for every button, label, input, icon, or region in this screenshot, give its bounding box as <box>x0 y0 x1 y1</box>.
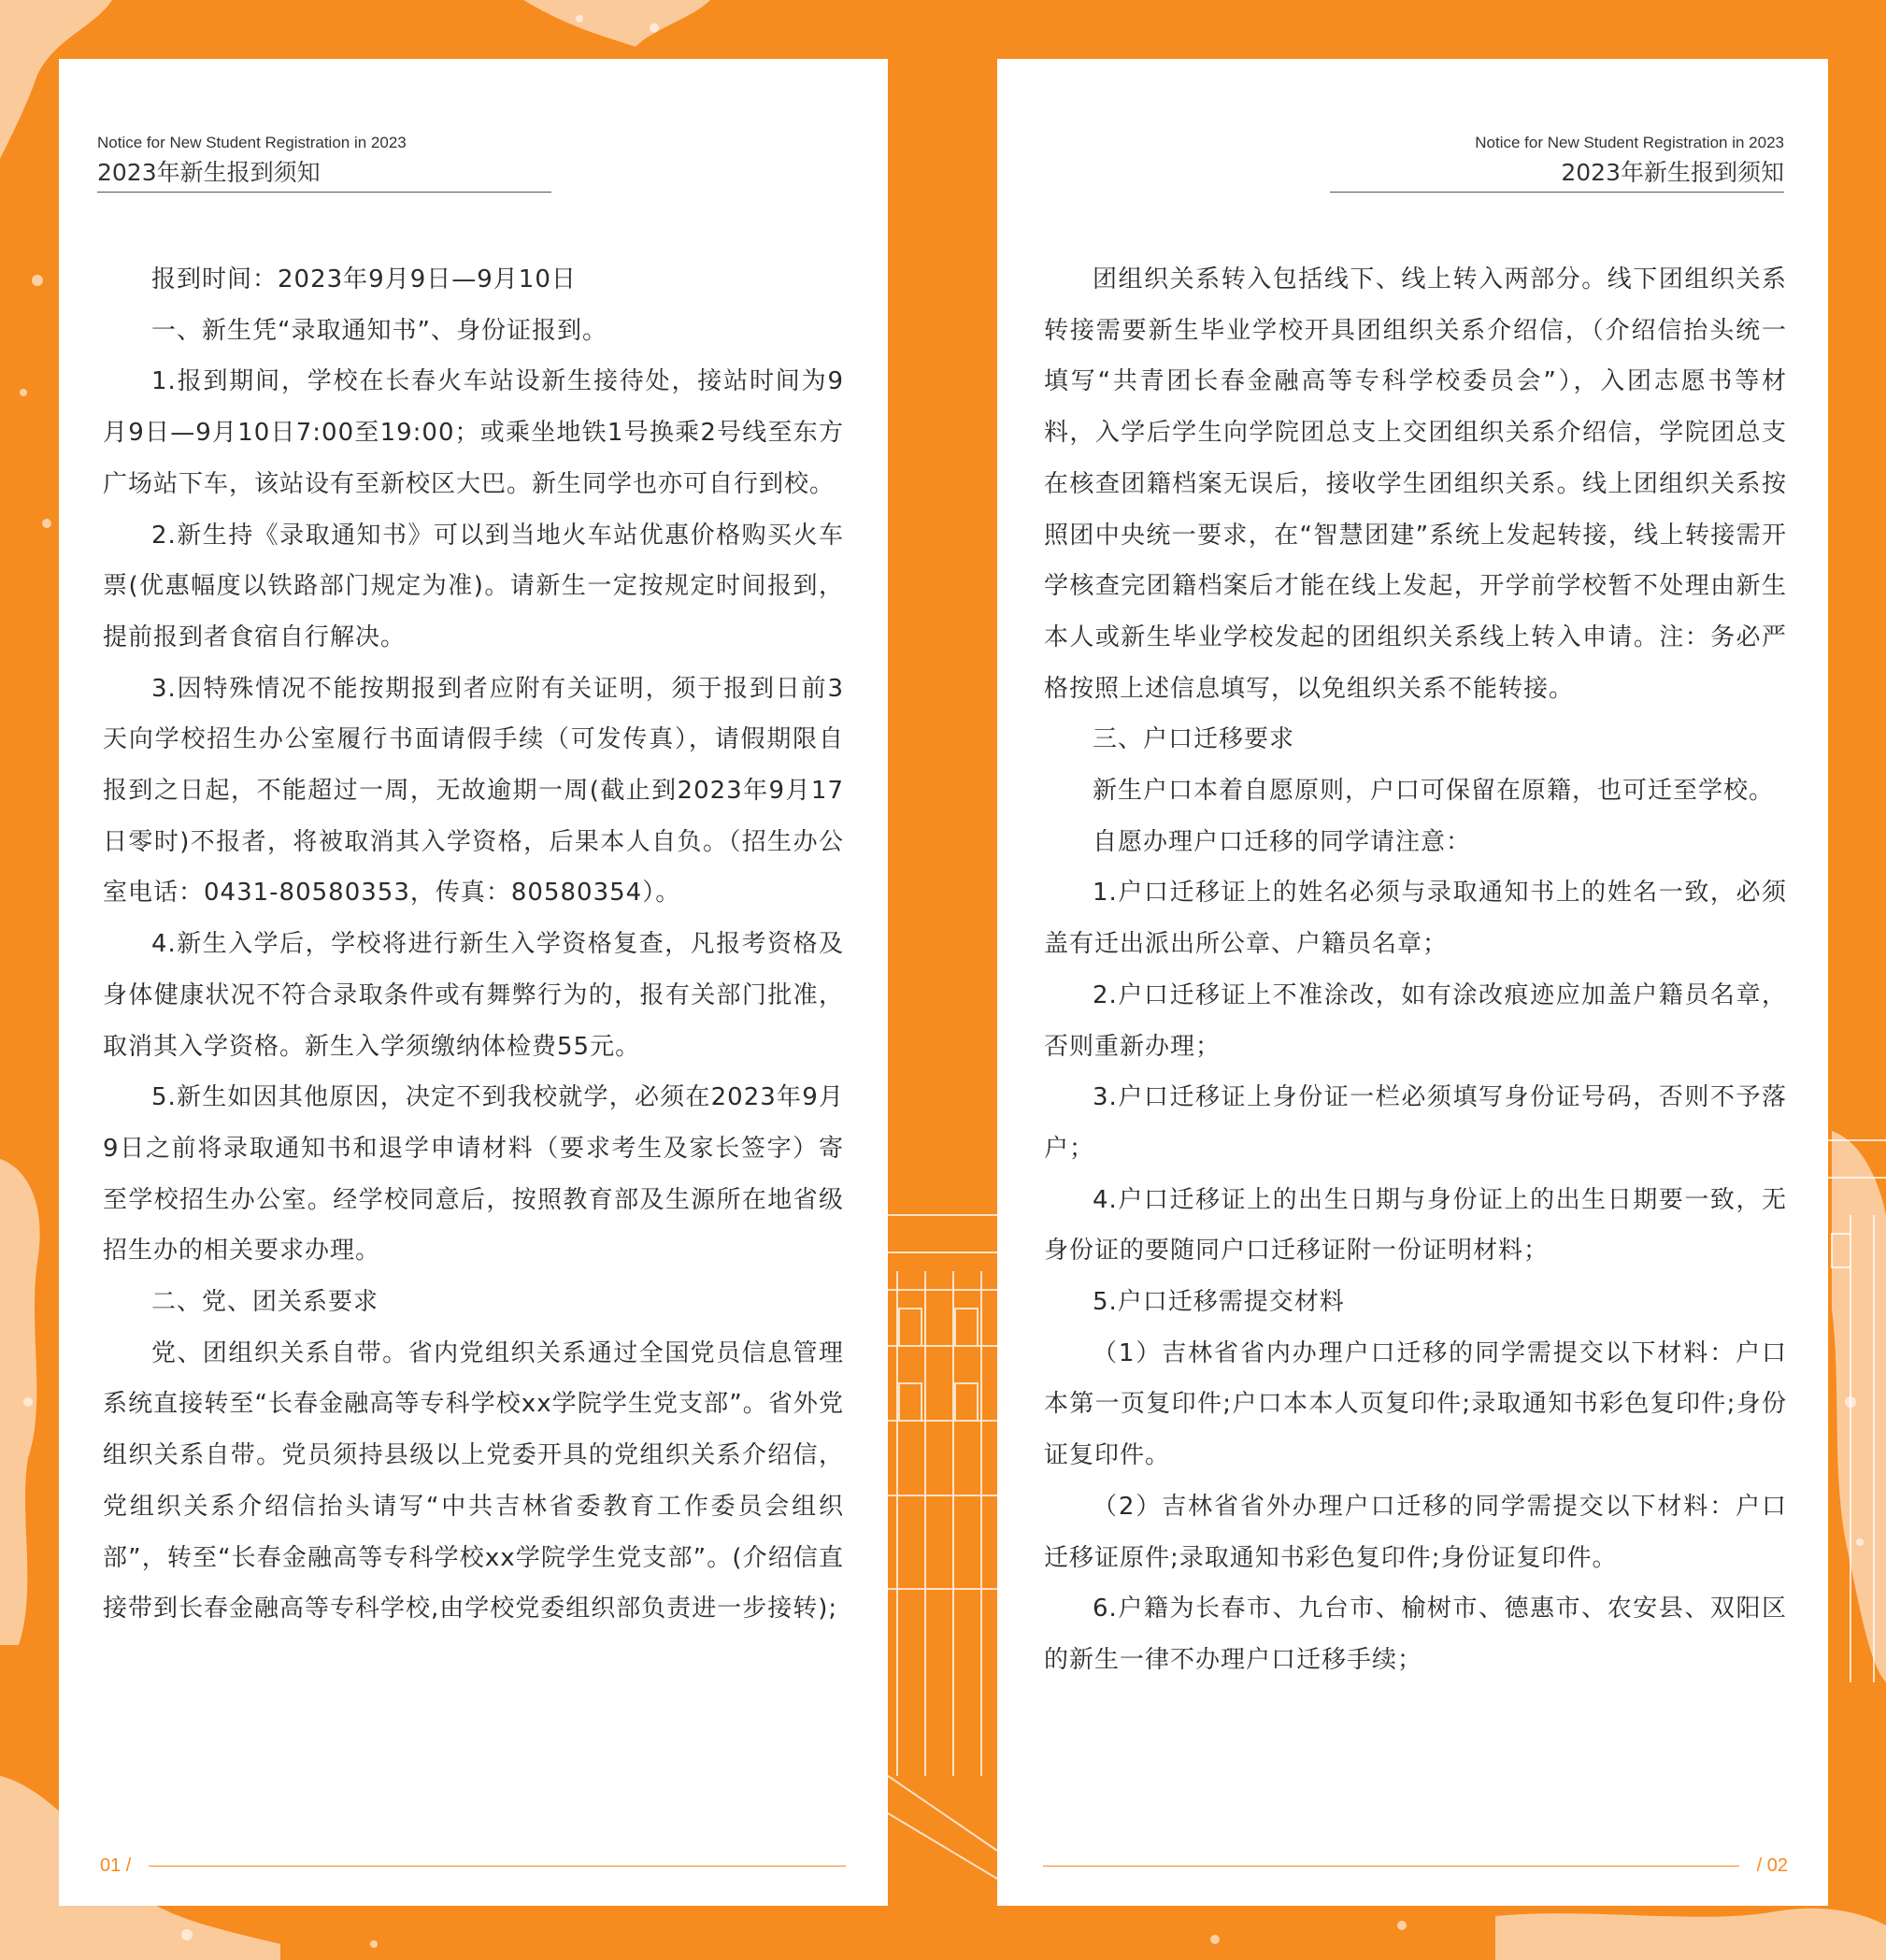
header-chinese-title: 2023年新生报到须知 <box>1561 159 1784 186</box>
footer-divider <box>1043 1866 1739 1867</box>
header-divider <box>97 192 551 193</box>
paragraph: 4.户口迁移证上的出生日期与身份证上的出生日期要一致，无身份证的要随同户口迁移证附一份证明材料； <box>1044 1185 1787 1266</box>
paragraph: 6.户籍为长春市、九台市、榆树市、德惠市、农安县、双阳区的新生一律不办理户口迁移手续； <box>1044 1595 1787 1674</box>
paragraph: 2.户口迁移证上不准涂改，如有涂改痕迹应加盖户籍员名章，否则重新办理； <box>1044 980 1787 1061</box>
footer-divider <box>149 1866 846 1867</box>
right-page <box>997 59 1828 1906</box>
paragraph: 党、团组织关系自带。省内党组织关系通过全国党员信息管理系统直接转至“长春金融高等专科学校xx学院学生党支部”。省外党组织关系自带。党员须持县级以上党委开具的党组织关系介绍信，党组织关系介绍信抬头请写“中共吉林省委教育工作委员会组织部”，转至“长春金融高等专科学校xx学院学生党支部”。(介绍信直接带到长春金融高等专科学校,由学校党委组织部负责进一步接转); <box>103 1338 844 1624</box>
registration-time: 报到时间：2023年9月9日—9月10日 <box>151 265 577 293</box>
page-number: 01 / <box>100 1855 132 1876</box>
paragraph: 3.户口迁移证上身份证一栏必须填写身份证号码，否则不予落户； <box>1044 1083 1787 1163</box>
paragraph: 4.新生入学后，学校将进行新生入学资格复查，凡报考资格及身体健康状况不符合录取条件或有舞弊行为的，报有关部门批准，取消其入学资格。新生入学须缴纳体检费55元。 <box>103 930 844 1061</box>
paragraph: 1.户口迁移证上的姓名必须与录取通知书上的姓名一致，必须盖有迁出派出所公章、户籍员名章； <box>1044 879 1787 959</box>
paragraph: （2）吉林省省外办理户口迁移的同学需提交以下材料：户口迁移证原件;录取通知书彩色复印件;身份证复印件。 <box>1044 1492 1787 1572</box>
section-heading-1: 一、新生凭“录取通知书”、身份证报到。 <box>151 316 607 345</box>
header-english-title: Notice for New Student Registration in 2023 <box>97 134 407 151</box>
paragraph: 5.新生如因其他原因，决定不到我校就学，必须在2023年9月9日之前将录取通知书和退学申请材料（要求考生及家长签字）寄至学校招生办公室。经学校同意后，按照教育部及生源所在地省级招生办的相关要求办理。 <box>103 1083 844 1266</box>
paragraph: 5.户口迁移需提交材料 <box>1093 1288 1345 1317</box>
notice-body <box>103 254 844 1635</box>
left-page <box>59 59 888 1906</box>
page-footer <box>100 1853 846 1878</box>
paragraph: 2.新生持《录取通知书》可以到当地火车站优惠价格购买火车票(优惠幅度以铁路部门规定为准)。请新生一定按规定时间报到，提前报到者食宿自行解决。 <box>103 521 844 651</box>
paragraph: 新生户口本着自愿原则，户口可保留在原籍，也可迁至学校。 <box>1093 777 1775 806</box>
page-footer <box>1043 1853 1788 1878</box>
header-divider <box>1330 192 1784 193</box>
paragraph: 1.报到期间，学校在长春火车站设新生接待处，接站时间为9月9日—9月10日7:00至19:00；或乘坐地铁1号换乘2号线至东方广场站下车，该站设有至新校区大巴。新生同学也亦可自行到校。 <box>103 367 844 498</box>
header-english-title: Notice for New Student Registration in 2023 <box>1475 134 1784 151</box>
section-heading-3: 三、户口迁移要求 <box>1093 725 1295 754</box>
section-heading-2: 二、党、团关系要求 <box>151 1288 379 1317</box>
paragraph: （1）吉林省省内办理户口迁移的同学需提交以下材料：户口本第一页复印件;户口本本人页复印件;录取通知书彩色复印件;身份证复印件。 <box>1044 1338 1787 1470</box>
paragraph: 3.因特殊情况不能按期报到者应附有关证明，须于报到日前3天向学校招生办公室履行书面请假手续（可发传真），请假期限自报到之日起，不能超过一周，无故逾期一周(截止到2023年9月17日零时)不报者，将被取消其入学资格，后果本人自负。（招生办公室电话：0431-80580353，传真：80580354）。 <box>103 674 844 908</box>
page-number: / 02 <box>1756 1855 1788 1876</box>
paragraph: 自愿办理户口迁移的同学请注意： <box>1093 827 1472 856</box>
paragraph: 团组织关系转入包括线下、线上转入两部分。线下团组织关系转接需要新生毕业学校开具团组织关系介绍信，（介绍信抬头统一填写“共青团长春金融高等专科学校委员会”），入团志愿书等材料，入学后学生向学院团总支上交团组织关系介绍信，学院团总支在核查团籍档案无误后，接收学生团组织关系。线上团组织关系按照团中央统一要求，在“智慧团建”系统上发起转接，线上转接需开学核查完团籍档案后才能在线上发起，开学前学校暂不处理由新生本人或新生毕业学校发起的团组织关系线上转入申请。注：务必严格按照上述信息填写，以免组织关系不能转接。 <box>1044 265 1787 703</box>
header-chinese-title: 2023年新生报到须知 <box>97 159 321 186</box>
notice-body <box>1044 254 1787 1686</box>
